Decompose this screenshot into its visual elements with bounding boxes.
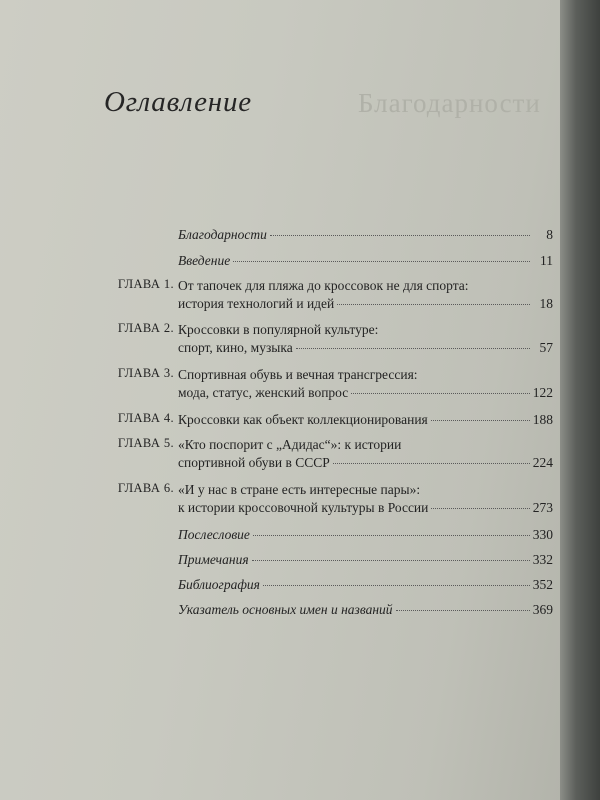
toc-entry [100, 252, 560, 270]
toc-entry-title: Кроссовки как объект коллекционирования [178, 412, 428, 427]
page-number: 224 [532, 455, 553, 470]
toc-entry-last-line [178, 454, 553, 472]
toc-entry [100, 321, 560, 357]
toc-entry-title: история технологий и идей [178, 296, 335, 311]
dot-leader [263, 581, 530, 586]
dot-leader [270, 231, 530, 236]
page-number: 352 [532, 577, 553, 592]
toc-entry [100, 601, 560, 619]
page-number: 122 [532, 385, 553, 400]
page-number: 18 [539, 296, 553, 311]
dot-leader [333, 459, 530, 464]
toc-entry-text [178, 481, 553, 517]
toc-chapter-label: ГЛАВА 1. [117, 277, 174, 291]
toc-entry-title: Указатель основных имен и названий [178, 602, 393, 617]
toc-entry-text [178, 366, 553, 402]
toc-entry [100, 436, 560, 472]
toc-entry [100, 551, 560, 569]
page-edge-shadow [560, 0, 600, 800]
toc-chapter-label: ГЛАВА 3. [117, 366, 174, 380]
toc-entry-title-line: «И у нас в стране есть интересные пары»: [178, 482, 421, 497]
toc-entry-last-line [178, 252, 553, 270]
toc-entry-title: Введение [178, 253, 231, 268]
toc-chapter-label: ГЛАВА 6. [117, 481, 174, 495]
toc-entry [100, 366, 560, 402]
toc-chapter-label: ГЛАВА 5. [117, 436, 174, 450]
page-number: 57 [539, 340, 553, 355]
toc-entry-title: Примечания [178, 552, 249, 567]
toc-entry-text [178, 576, 553, 594]
toc-entry-last-line [178, 226, 553, 244]
toc-entry-title-line: «Кто поспорит с „Адидас“»: к истории [178, 437, 402, 452]
toc-entry-text [178, 551, 553, 569]
dot-leader [337, 300, 530, 305]
toc-entry-title: Послесловие [178, 527, 250, 542]
toc-entry-last-line [178, 339, 553, 357]
toc-entry-text [178, 601, 553, 619]
page-number: 8 [546, 227, 553, 242]
toc-entry-last-line [178, 526, 553, 544]
toc-entry [100, 481, 560, 517]
dot-leader [431, 416, 530, 421]
toc-entry-text [178, 526, 553, 544]
toc-chapter-label: ГЛАВА 2. [117, 321, 174, 335]
toc-entry-title: к истории кроссовочной культуры в России [178, 500, 429, 515]
toc-entry-text [178, 277, 553, 313]
toc-entry-text [178, 411, 553, 429]
toc-entry-last-line [178, 295, 553, 313]
toc-entry-text [178, 252, 553, 270]
toc-entry [100, 576, 560, 594]
toc-entry-title: спорт, кино, музыка [178, 340, 293, 355]
page-number: 332 [532, 552, 553, 567]
page-number: 273 [532, 500, 553, 515]
toc-chapter-label: ГЛАВА 4. [117, 411, 174, 425]
toc-entry-title: Благодарности [178, 227, 267, 242]
toc-entry [100, 277, 560, 313]
toc-entry-text [178, 226, 553, 244]
dot-leader [351, 389, 529, 394]
toc-entry [100, 526, 560, 544]
toc-entry-last-line [178, 551, 553, 569]
toc-entry-text [178, 436, 553, 472]
dot-leader [253, 531, 530, 536]
page-number: 369 [532, 602, 553, 617]
page-number: 11 [540, 253, 553, 268]
dot-leader [431, 504, 529, 509]
toc-entry-title: мода, статус, женский вопрос [178, 385, 349, 400]
toc-entry-title: спортивной обуви в СССР [178, 455, 330, 470]
dot-leader [233, 257, 530, 262]
dot-leader [252, 556, 530, 561]
toc-entry-title-line: Кроссовки в популярной культуре: [178, 322, 379, 337]
dot-leader [396, 606, 530, 611]
page-title: Оглавление [104, 86, 252, 118]
toc-entry-last-line [178, 499, 553, 517]
page-number: 188 [532, 412, 553, 427]
bleed-through-heading: Благодарности [358, 88, 541, 118]
toc-entry-title-line: От тапочек для пляжа до кроссовок не для спорта: [178, 278, 469, 293]
toc-entry-last-line [178, 576, 553, 594]
toc-entry-last-line [178, 384, 553, 402]
toc-entry-text [178, 321, 553, 357]
toc-entry [100, 226, 560, 244]
toc-entry-title-line: Спортивная обувь и вечная трансгрессия: [178, 367, 418, 382]
toc-entry-last-line [178, 601, 553, 619]
page-number: 330 [532, 527, 553, 542]
toc-entry-last-line [178, 411, 553, 429]
dot-leader [296, 344, 530, 349]
toc-entry-title: Библиография [178, 577, 260, 592]
toc-entry [100, 411, 560, 429]
